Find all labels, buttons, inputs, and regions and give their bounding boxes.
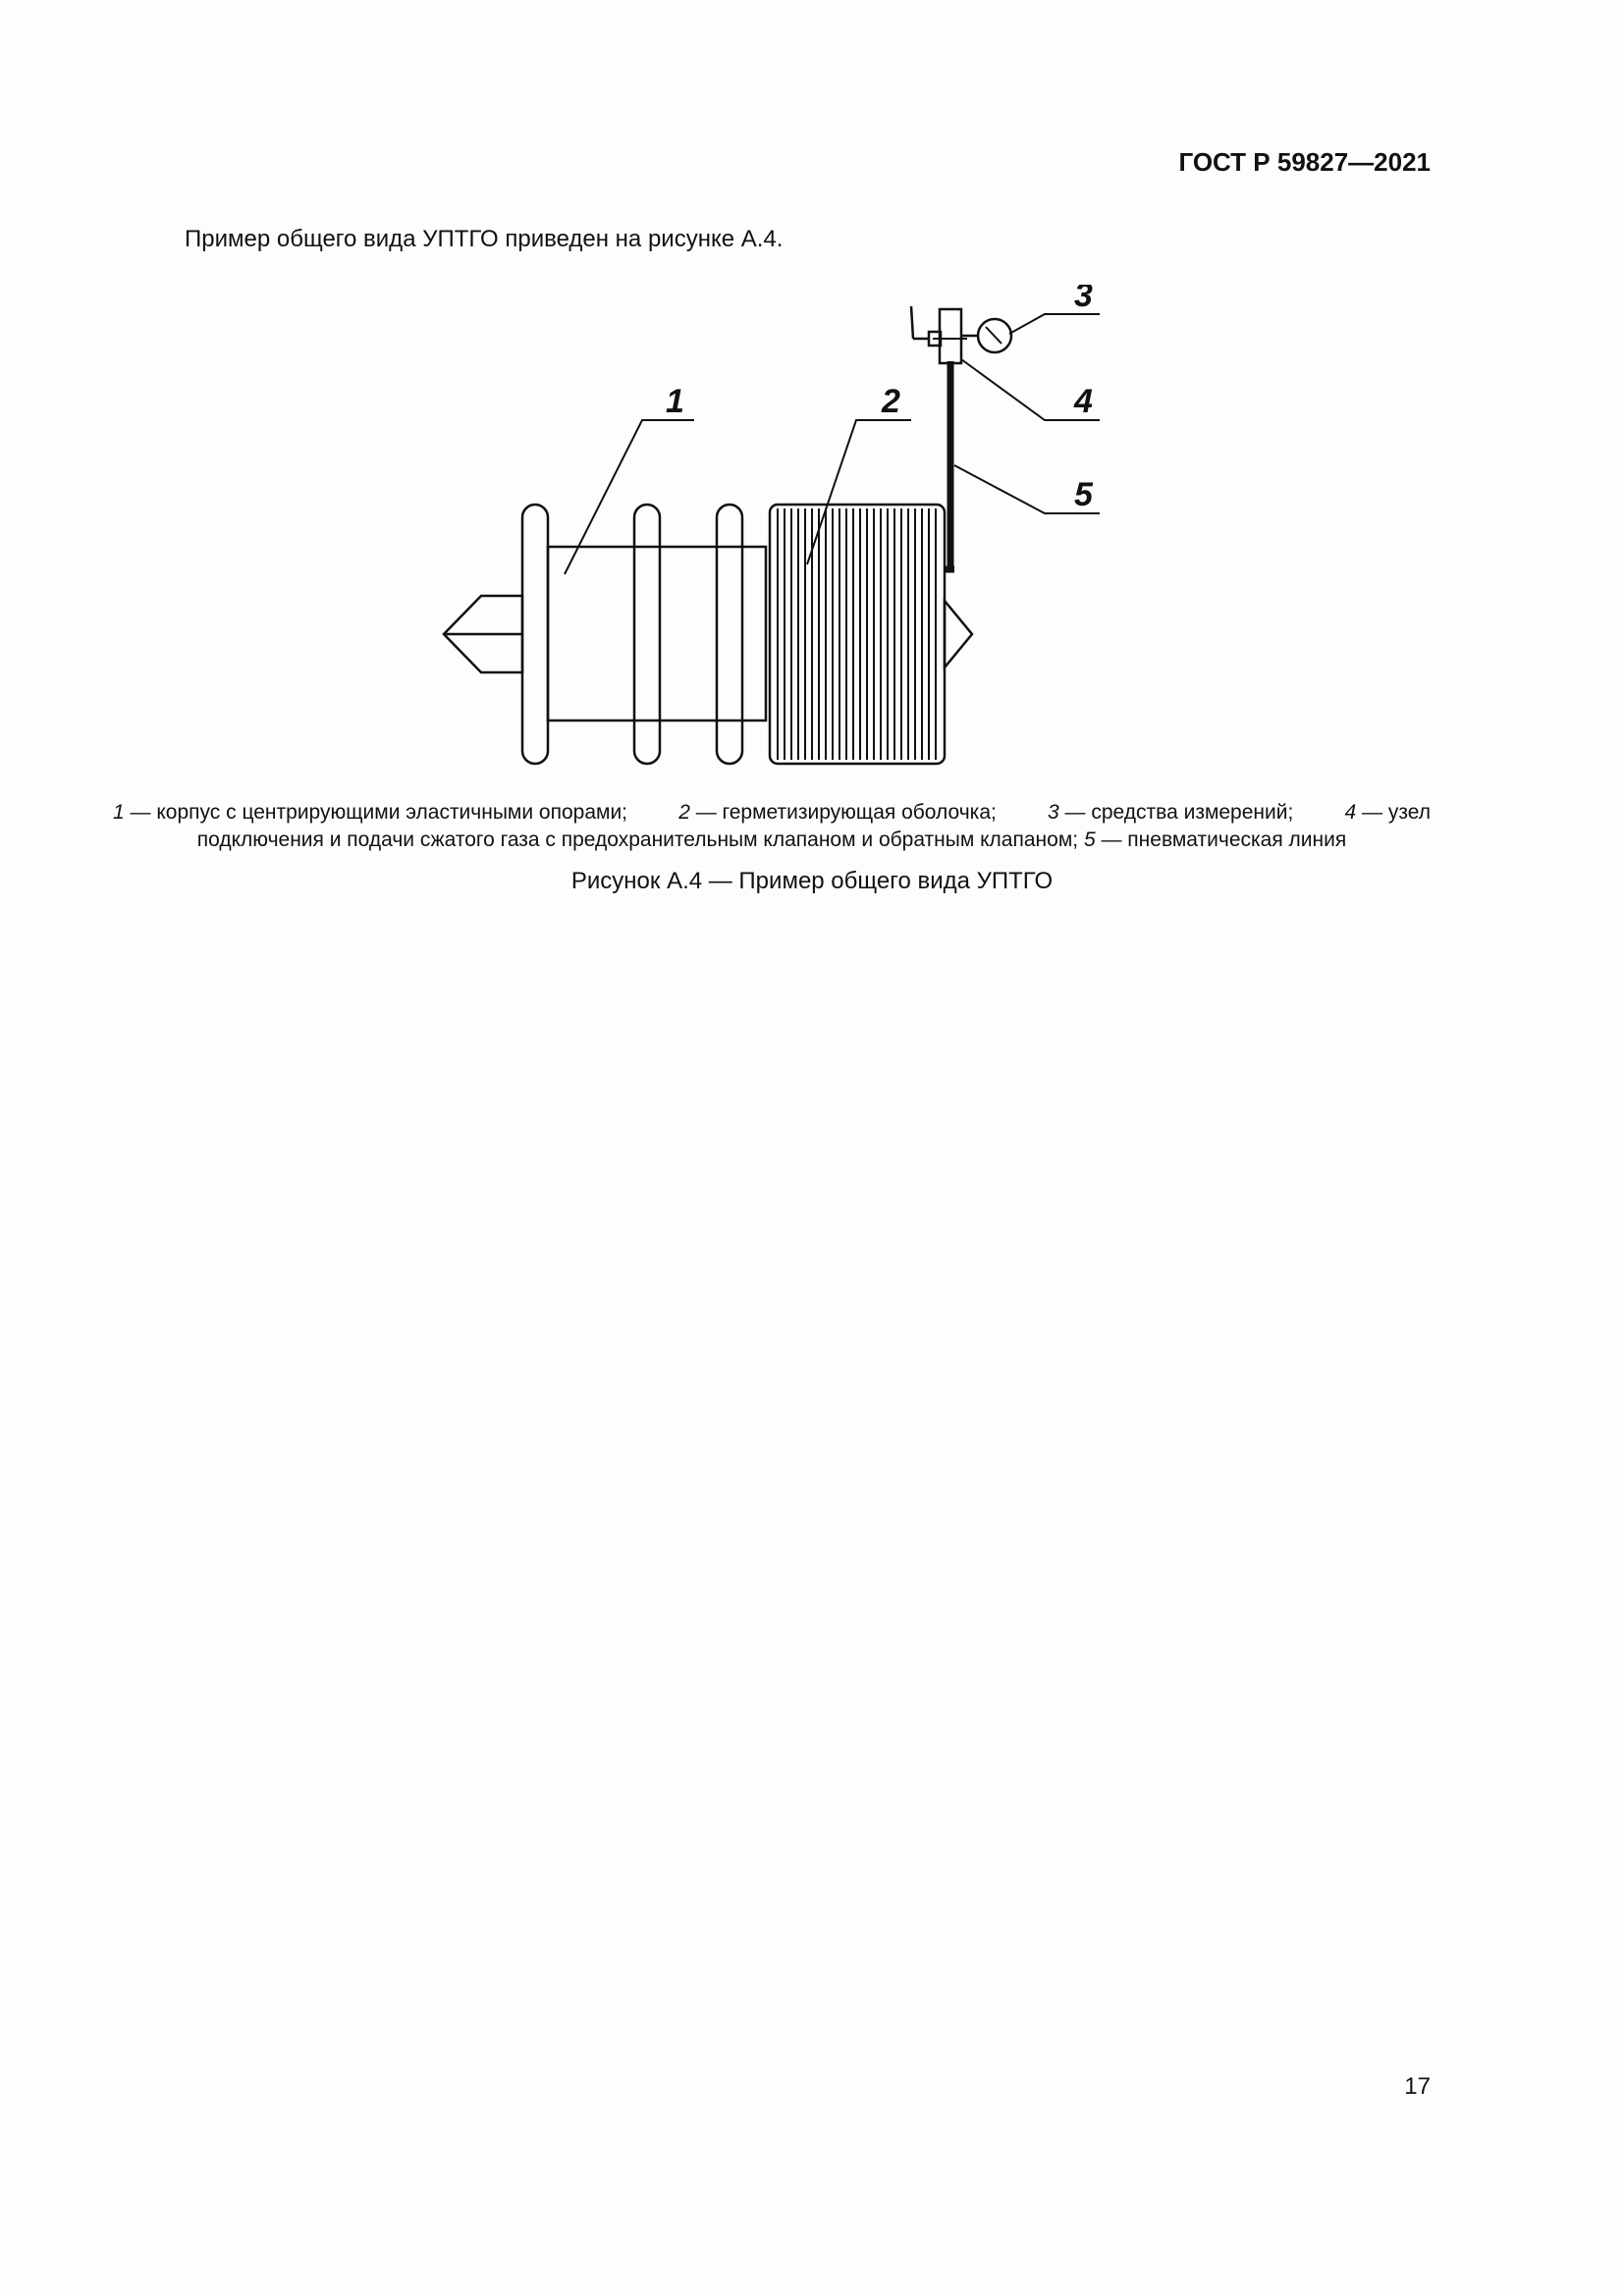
valve-handle xyxy=(911,306,913,339)
sealing-shell xyxy=(770,505,945,764)
callout-3: 3 xyxy=(1074,285,1093,314)
figure-legend xyxy=(113,799,1431,854)
fitting-node xyxy=(940,309,961,363)
legend-item-3: 3 — средства измерений; xyxy=(1048,801,1294,824)
legend-line-2: подключения и подачи сжатого газа с предохранительным клапаном и обратным клапаном; 5 — пневматическая линия xyxy=(196,828,1347,851)
page-number: 17 xyxy=(1404,2073,1431,2100)
body-cylinder xyxy=(548,547,766,721)
callout-2: 2 xyxy=(882,383,900,420)
right-cone xyxy=(945,601,972,667)
legend-item-4: 4 — узел xyxy=(1344,801,1431,824)
support-3 xyxy=(717,505,742,764)
legend-item-2: 2 — герметизирующая оболочка; xyxy=(678,801,997,824)
callout-5: 5 xyxy=(1074,476,1093,513)
legend-line-1 xyxy=(113,799,1431,827)
legend-item-5-num: 5 xyxy=(1083,828,1096,851)
leader-3 xyxy=(1009,314,1100,334)
intro-paragraph: Пример общего вида УПТГО приведен на рисунке А.4. xyxy=(185,226,784,252)
document-standard-number: ГОСТ Р 59827—2021 xyxy=(1178,147,1431,177)
uptgo-diagram xyxy=(432,285,1119,775)
figure-a4-drawing xyxy=(432,285,1119,780)
legend-item-1: 1 — корпус с центрирующими эластичными опорами; xyxy=(113,801,628,824)
figure-caption: Рисунок А.4 — Пример общего вида УПТГО xyxy=(570,868,1054,894)
support-1 xyxy=(522,505,548,764)
support-2 xyxy=(634,505,660,764)
callout-4: 4 xyxy=(1074,383,1093,420)
leader-1 xyxy=(565,420,694,574)
callout-1: 1 xyxy=(666,383,684,420)
